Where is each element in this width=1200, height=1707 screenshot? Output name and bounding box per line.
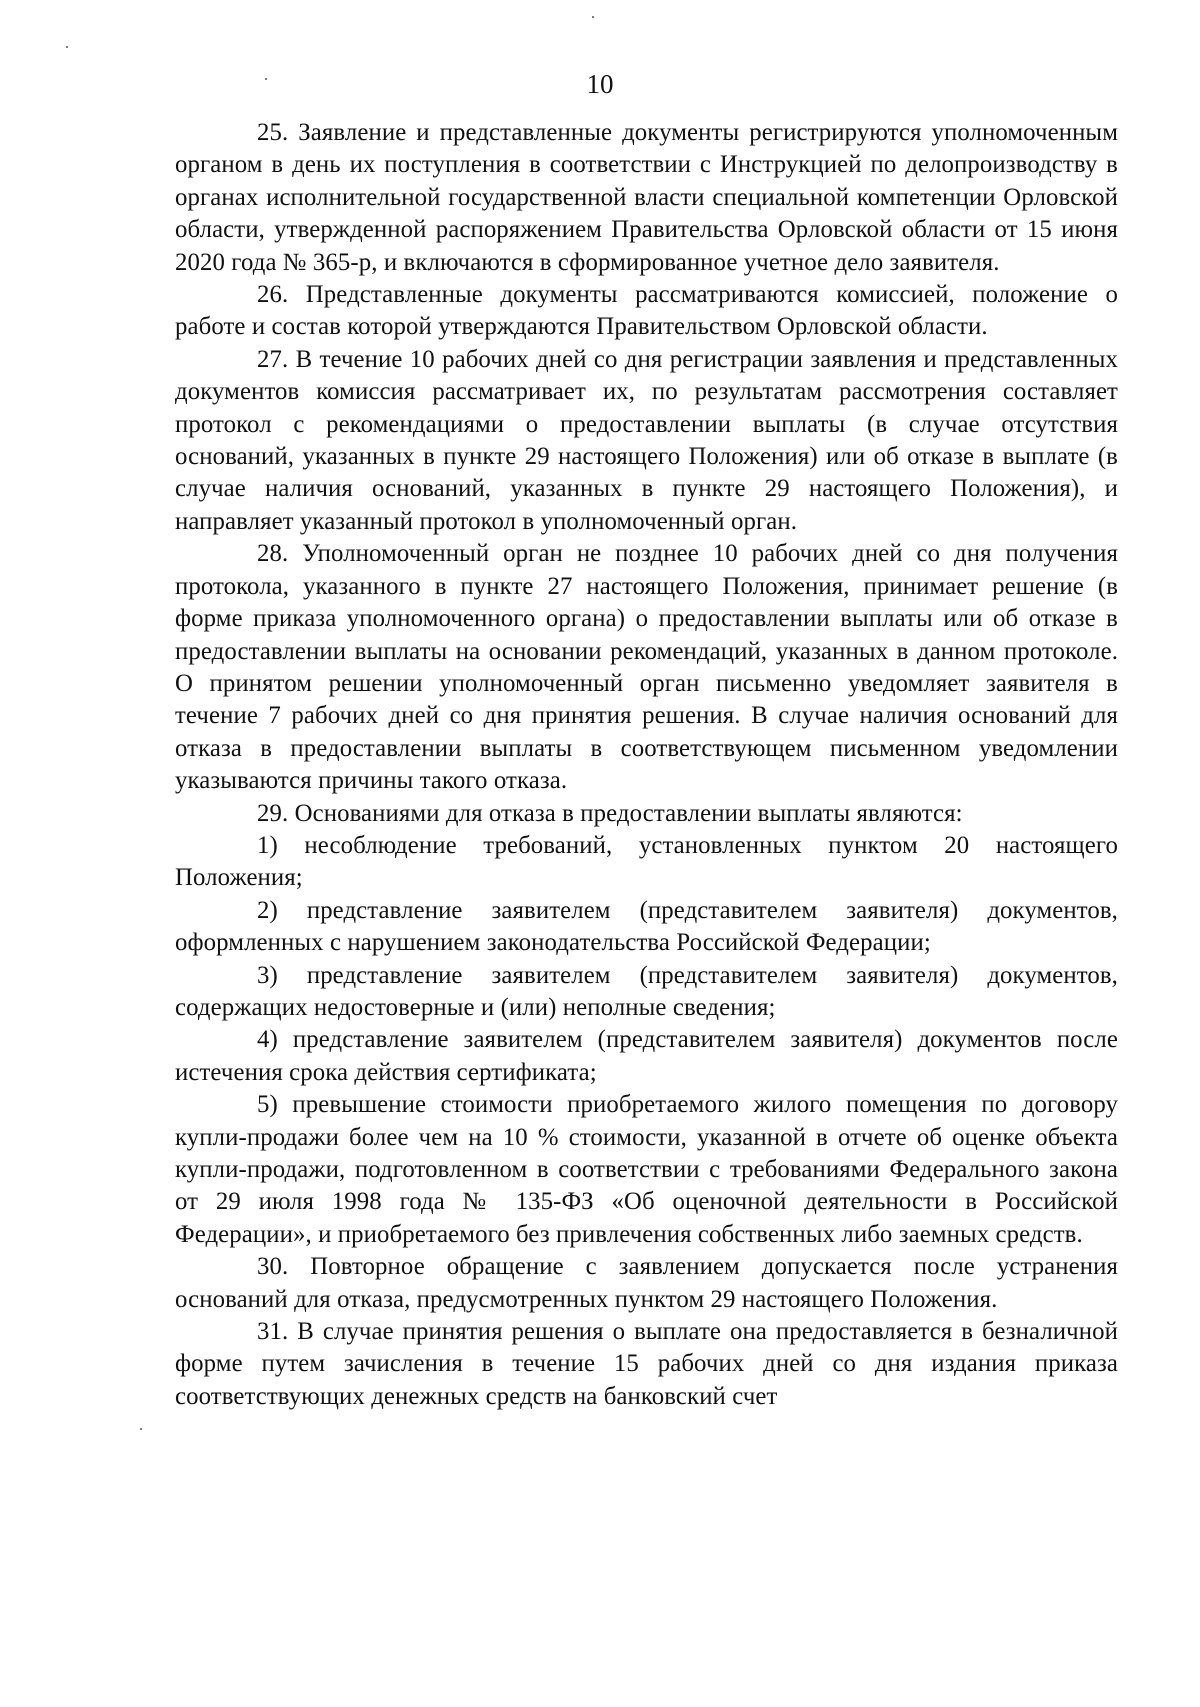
page-number: 10 — [586, 69, 614, 99]
scan-speck — [592, 16, 594, 18]
list-item-2: 2) представление заявителем (представителем заявителя) документов, оформленных с нарушением законодательства Российской Федерации; — [175, 896, 1118, 957]
scan-speck — [66, 46, 68, 48]
list-item-4: 4) представление заявителем (представителем заявителя) документов после истечения срока действия сертификата; — [175, 1026, 1118, 1086]
list-item-5: 5) превышение стоимости приобретаемого жилого помещения по договору купли-продажи более чем на 10 % стоимости, указанной в отчете об оценке объекта купли-продажи, подготовленном в соответствии с требованиями Федерального закона от 29 июля 1998 года № 135-ФЗ «Об оценочной деятельности в Российской Федерации», и приобретаемого без привлечения собственных либо заемных средств. — [175, 1091, 1118, 1248]
paragraph-26: 26. Представленные документы рассматриваются комиссией, положение о работе и состав которой утверждаются Правительством Орловской области. — [175, 281, 1118, 341]
document-body — [175, 117, 1118, 1413]
paragraph-31: 31. В случае принятия решения о выплате она предоставляется в безналичной форме путем зачисления в течение 15 рабочих дней со дня издания приказа соответствующих денежных средств на банковский счет — [175, 1318, 1118, 1410]
paragraph-25: 25. Заявление и представленные документы регистрируются уполномоченным органом в день их поступления в соответствии с Инструкцией по делопроизводству в органах исполнительной государственной власти специальной компетенции Орловской области, утвержденной распоряжением Правительства Орловской области от 15 июня 2020 года № 365-р, и включаются в сформированное учетное дело заявителя. — [175, 119, 1118, 276]
list-item-1: 1) несоблюдение требований, установленных пунктом 20 настоящего Положения; — [175, 831, 1118, 892]
scan-speck — [265, 78, 267, 80]
paragraph-30: 30. Повторное обращение с заявлением допускается после устранения оснований для отказа, предусмотренных пунктом 29 настоящего Положения. — [175, 1253, 1118, 1313]
scan-speck — [140, 1428, 142, 1430]
paragraph-27: 27. В течение 10 рабочих дней со дня регистрации заявления и представленных документов комиссия рассматривает их, по результатам рассмотрения составляет протокол с рекомендациями о предоставлении выплаты (в случае отсутствия оснований, указанных в пункте 29 настоящего Положения) или об отказе в выплате (в случае наличия оснований, указанных в пункте 29 настоящего Положения), и направляет указанный протокол в уполномоченный орган. — [175, 345, 1118, 535]
paragraph-28: 28. Уполномоченный орган не позднее 10 рабочих дней со дня получения протокола, указанного в пункте 27 настоящего Положения, принимает решение (в форме приказа уполномоченного органа) о предоставлении выплаты или об отказе в предоставлении выплаты на основании рекомендаций, указанных в данном протоколе. О принятом решении уполномоченный орган письменно уведомляет заявителя в течение 7 рабочих дней со дня принятия решения. В случае наличия оснований для отказа в предоставлении выплаты в соответствующем письменном уведомлении указываются причины такого отказа. — [175, 540, 1118, 795]
list-item-3: 3) представление заявителем (представителем заявителя) документов, содержащих недостоверные и (или) неполные сведения; — [175, 961, 1118, 1021]
paragraph-29: 29. Основаниями для отказа в предоставлении выплаты являются: — [257, 799, 963, 827]
